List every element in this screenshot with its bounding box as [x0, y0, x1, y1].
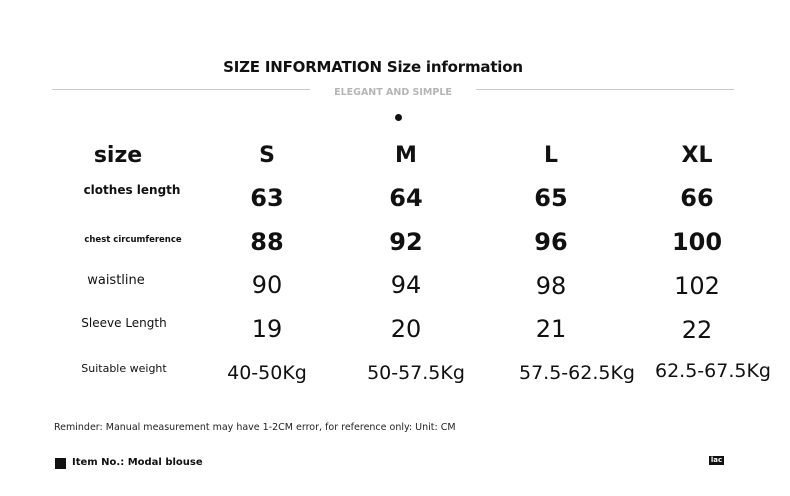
size-header-l: L [543, 143, 559, 168]
row-label-suitable-weight: Suitable weight [81, 362, 167, 375]
cell-chest-s: 88 [250, 228, 284, 256]
cell-waistline-s: 90 [251, 271, 283, 299]
page-subtitle: ELEGANT AND SIMPLE [334, 87, 452, 98]
item-number: Item No.: Modal blouse [72, 457, 203, 468]
cell-sleeve-l: 21 [535, 315, 567, 343]
cell-weight-m: 50-57.5Kg [367, 362, 465, 384]
size-header-xl: XL [681, 143, 713, 168]
title-divider-right [476, 89, 734, 90]
cell-sleeve-xl: 22 [681, 316, 713, 344]
size-header-s: S [259, 143, 275, 168]
size-header-label: size [93, 143, 143, 168]
row-label-waistline: waistline [87, 273, 145, 288]
cell-waistline-xl: 102 [674, 272, 720, 300]
cell-weight-s: 40-50Kg [227, 362, 307, 384]
row-label-sleeve-length: Sleeve Length [81, 316, 167, 330]
cell-clothes-length-l: 65 [534, 184, 568, 212]
cell-chest-l: 96 [534, 228, 568, 256]
row-label-chest-circumference: chest circumference [84, 235, 182, 245]
title-divider-left [52, 89, 310, 90]
cell-sleeve-s: 19 [251, 315, 283, 343]
corner-logo-mark: lac [710, 456, 723, 464]
cell-chest-m: 92 [389, 228, 423, 256]
item-square-icon [55, 458, 66, 469]
cell-weight-xl: 62.5-67.5Kg [655, 360, 771, 382]
cell-clothes-length-m: 64 [389, 184, 423, 212]
cell-clothes-length-s: 63 [250, 184, 284, 212]
bullet-dot [395, 114, 402, 121]
page-title: SIZE INFORMATION Size information [223, 58, 523, 76]
measurement-reminder: Reminder: Manual measurement may have 1-2CM error, for reference only: Unit: CM [54, 422, 456, 433]
row-label-clothes-length: clothes length [83, 183, 181, 197]
cell-sleeve-m: 20 [390, 315, 422, 343]
cell-weight-l: 57.5-62.5Kg [519, 362, 635, 384]
size-header-m: M [395, 143, 417, 168]
cell-clothes-length-xl: 66 [680, 184, 714, 212]
cell-waistline-m: 94 [390, 271, 422, 299]
cell-waistline-l: 98 [535, 272, 567, 300]
cell-chest-xl: 100 [671, 228, 723, 256]
